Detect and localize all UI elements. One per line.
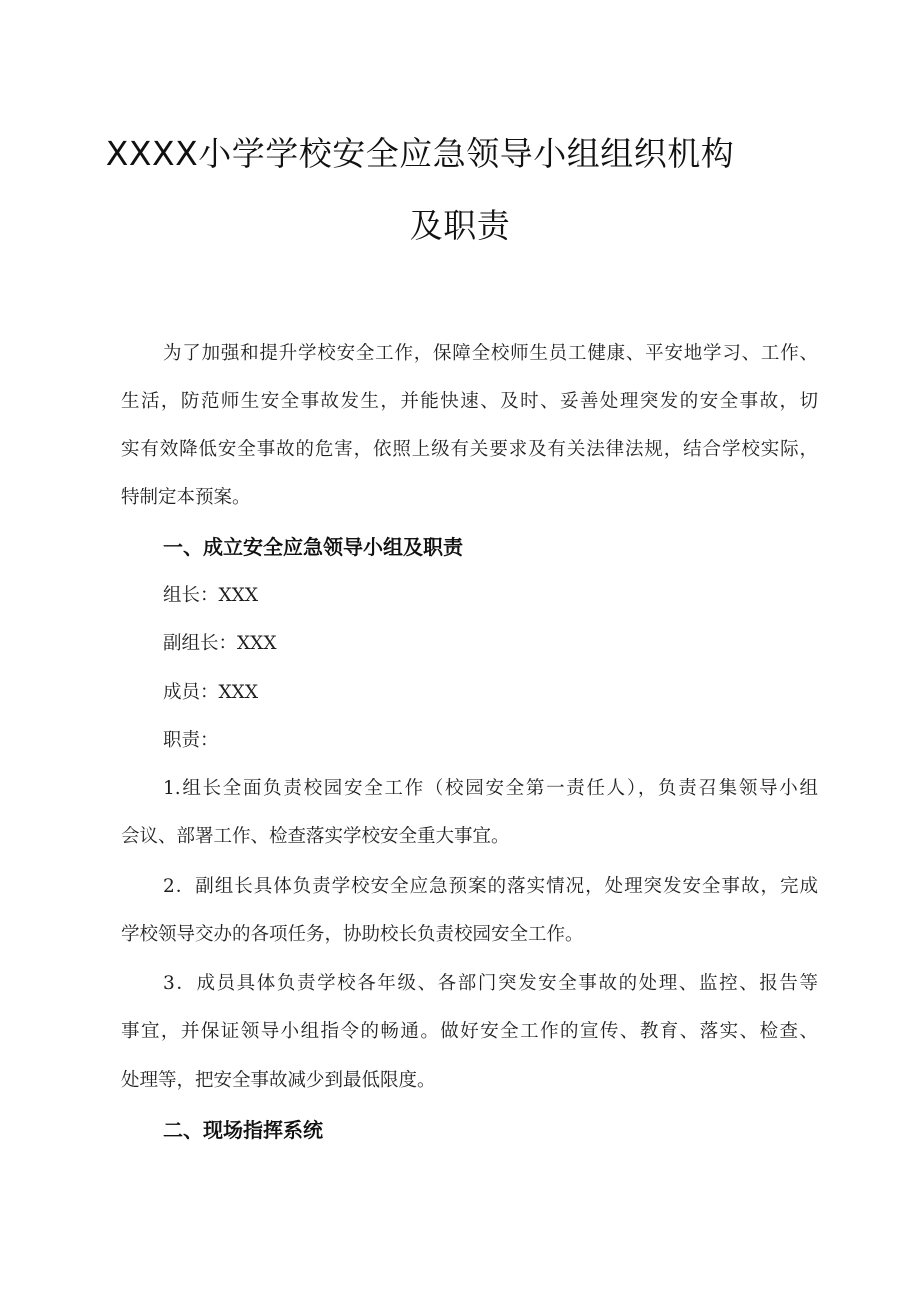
- duties-label: 职责：: [163, 730, 219, 751]
- document-title-line-1: XXXX小学学校安全应急领导小组组织机构: [105, 134, 735, 173]
- deputy-leader-line: 副组长：XXX: [163, 633, 277, 654]
- section-2-heading: 二、现场指挥系统: [163, 1118, 323, 1142]
- intro-line: 为了加强和提升学校安全工作，保障全校师生员工健康、平安地学习、工作、: [163, 343, 818, 364]
- members-line: 成员：XXX: [163, 682, 259, 703]
- duty-3-line: 事宜，并保证领导小组指令的畅通。做好安全工作的宣传、教育、落实、检查、: [121, 1021, 818, 1042]
- duty-1-line: 1.组长全面负责校园安全工作（校园安全第一责任人），负责召集领导小组: [163, 778, 818, 799]
- section-1-heading: 一、成立安全应急领导小组及职责: [163, 535, 463, 559]
- intro-line: 特制定本预案。: [121, 487, 251, 508]
- duty-2-line: 2．副组长具体负责学校安全应急预案的落实情况，处理突发安全事故，完成: [163, 876, 818, 897]
- document-title-line-2: 及职责: [409, 206, 511, 245]
- intro-line: 生活，防范师生安全事故发生，并能快速、及时、妥善处理突发的安全事故，切: [121, 391, 818, 412]
- duty-1-line: 会议、部署工作、检查落实学校安全重大事宜。: [121, 826, 510, 847]
- leader-line: 组长：XXX: [163, 585, 259, 606]
- duty-3-line: 处理等，把安全事故减少到最低限度。: [121, 1070, 436, 1091]
- intro-line: 实有效降低安全事故的危害，依照上级有关要求及有关法律法规，结合学校实际，: [121, 439, 818, 460]
- duty-2-line: 学校领导交办的各项任务，协助校长负责校园安全工作。: [121, 924, 584, 945]
- duty-3-line: 3．成员具体负责学校各年级、各部门突发安全事故的处理、监控、报告等: [163, 973, 818, 994]
